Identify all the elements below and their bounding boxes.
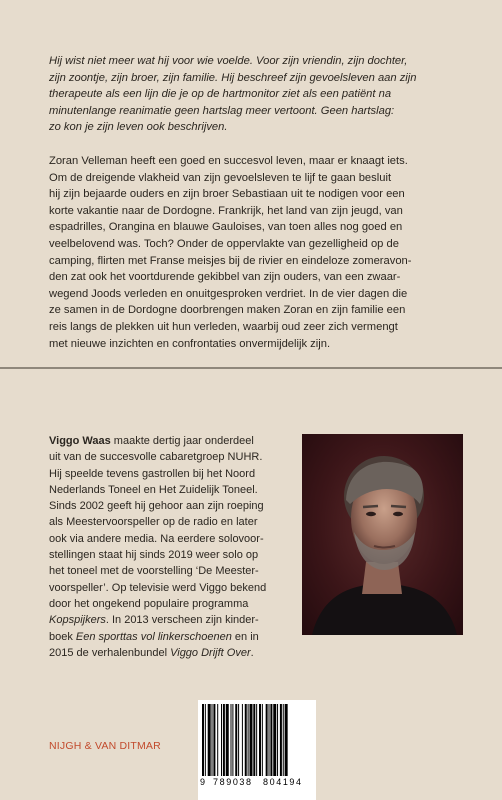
barcode-bar — [231, 704, 232, 776]
barcode-bar — [248, 704, 249, 776]
book-title: Een sporttas vol linkerschoenen — [75, 630, 232, 643]
blurb-body-line: den zat ook het voortdurende gekibbel van zijn ouders, van een zwaar- — [49, 271, 401, 284]
bio-text: boek — [49, 630, 76, 643]
isbn-barcode — [198, 700, 316, 800]
barcode-bar — [212, 704, 213, 776]
program-title: Kopspijkers — [49, 614, 106, 627]
barcode-bar — [205, 704, 206, 776]
bio-line: Sinds 2002 geeft hij gehoor aan zijn roeping — [49, 500, 264, 513]
barcode-bar — [202, 704, 204, 776]
blurb-body-line: ze samen in de Dordogne doorbrengen maken Zoran en zijn familie een — [49, 304, 406, 317]
blurb-italic-line: zo kon je zijn leven ook beschrijven. — [49, 121, 228, 134]
publisher-imprint: NIJGH & VAN DITMAR — [49, 740, 161, 752]
barcode-bars-icon — [198, 700, 316, 778]
blurb-italic-line: therapeute als een lijn die je op de hartmonitor ziet als een patiënt na — [49, 88, 392, 101]
blurb-body-line: Om de dreigende vlakheid van zijn gevoelsleven te lijf te gaan besluit — [49, 171, 392, 184]
blurb-body-line: espadrilles, Orangina en blauwe Gauloises, van toen alles nog goed en — [49, 221, 403, 234]
blurb-italic-line: zijn zoontje, zijn broer, zijn familie. Hij beschreef zijn gevoelsleven aan zijn — [49, 71, 417, 84]
bio-text: . — [250, 646, 254, 659]
barcode-bar — [223, 704, 225, 776]
bio-line: stellingen staat hij sinds 2019 weer solo op — [49, 549, 259, 562]
barcode-bar — [226, 704, 229, 776]
author-bio — [49, 433, 289, 661]
barcode-bar — [213, 704, 215, 776]
bio-line — [49, 433, 289, 449]
barcode-bar — [232, 704, 233, 776]
barcode-bar — [283, 704, 284, 776]
blurb-body-line: veelbelovend was. Toch? Onder de oppervlakte van gezelligheid op de — [49, 237, 399, 250]
bio-line — [49, 645, 289, 661]
barcode-bar — [262, 704, 263, 776]
blurb-body-line: camping, flirten met Franse meisjes bij de rivier en eindeloze zomeravon- — [49, 254, 412, 267]
bio-line: ook via andere media. Na eerdere solovoor- — [49, 532, 264, 545]
barcode-bar — [221, 704, 222, 776]
barcode-digits — [198, 777, 316, 789]
barcode-bar — [277, 704, 278, 776]
barcode-bar — [270, 704, 272, 776]
blurb-italic-line: Hij wist niet meer wat hij voor wie voelde. Voor zijn vriendin, zijn dochter, — [49, 55, 408, 67]
blurb-body-line: Zoran Velleman heeft een goed en succesvol leven, maar er knaagt iets. — [49, 155, 408, 167]
bio-text: 2015 de verhalenbundel — [49, 646, 171, 659]
author-portrait-photo-icon — [302, 434, 463, 635]
bio-line — [49, 629, 289, 645]
bio-text: . In 2013 verscheen zijn kinder- — [105, 614, 259, 627]
blurb-body — [49, 153, 459, 352]
author-name: Viggo Waas — [49, 435, 111, 447]
bio-line: het toneel met de voorstelling ‘De Meester- — [49, 565, 259, 578]
bio-text: maakte dertig jaar onderdeel — [110, 435, 254, 447]
barcode-bar — [235, 704, 237, 776]
bio-line: uit van de succesvolle cabaretgroep NUHR. — [49, 451, 263, 464]
barcode-bar — [256, 704, 257, 776]
barcode-bar — [242, 704, 243, 776]
blurb-italic-line: minutenlange reanimatie geen hartslag meer vertoont. Geen hartslag: — [49, 104, 395, 117]
barcode-bar — [217, 704, 218, 776]
bio-line: als Meestervoorspeller op de radio en later — [49, 516, 258, 529]
barcode-bar — [208, 704, 211, 776]
section-divider — [0, 367, 502, 369]
blurb-body-line: korte vakantie naar de Dordogne. Frankrijk, het land van zijn jeugd, van — [49, 204, 403, 217]
bio-line — [49, 612, 289, 628]
bio-line: door het ongekend populaire programma — [49, 597, 249, 610]
barcode-bar — [280, 704, 282, 776]
barcode-digit-first: 9 — [200, 777, 206, 787]
blurb-body-line: hij zijn bejaarde ouders en zijn broer Sebastiaan uit te nodigen voor een — [49, 188, 405, 201]
bio-line: Nederlands Toneel en Het Zuidelijk Toneel. — [49, 483, 258, 496]
barcode-bar — [273, 704, 276, 776]
barcode-bar — [238, 704, 239, 776]
barcode-digits-left: 789038 — [213, 777, 253, 787]
barcode-bar — [285, 704, 288, 776]
author-portrait — [302, 434, 463, 635]
barcode-bar — [269, 704, 270, 776]
barcode-bar — [253, 704, 255, 776]
barcode-bar — [266, 704, 268, 776]
barcode-digits-right: 804194 — [263, 777, 303, 787]
bio-line: Hij speelde tevens gastrollen bij het Noord — [49, 467, 256, 480]
barcode-bar — [250, 704, 253, 776]
blurb-italic — [49, 53, 459, 136]
bio-text: en in — [231, 630, 259, 643]
blurb-body-line: wegend Joods verleden en onuitgesproken verdriet. In de vier dagen die — [49, 287, 408, 300]
blurb-body-line: met nieuwe inzichten en confrontaties onvermijdelijk zijn. — [49, 337, 331, 350]
blurb-body-line: reis langs de plekken uit hun verleden, waarbij oud zeer zich vermengt — [49, 320, 398, 333]
bio-line: voorspeller’. Op televisie werd Viggo bekend — [49, 581, 267, 594]
book-title: Viggo Drijft Over — [170, 646, 251, 659]
barcode-bar — [259, 704, 261, 776]
barcode-bar — [245, 704, 247, 776]
